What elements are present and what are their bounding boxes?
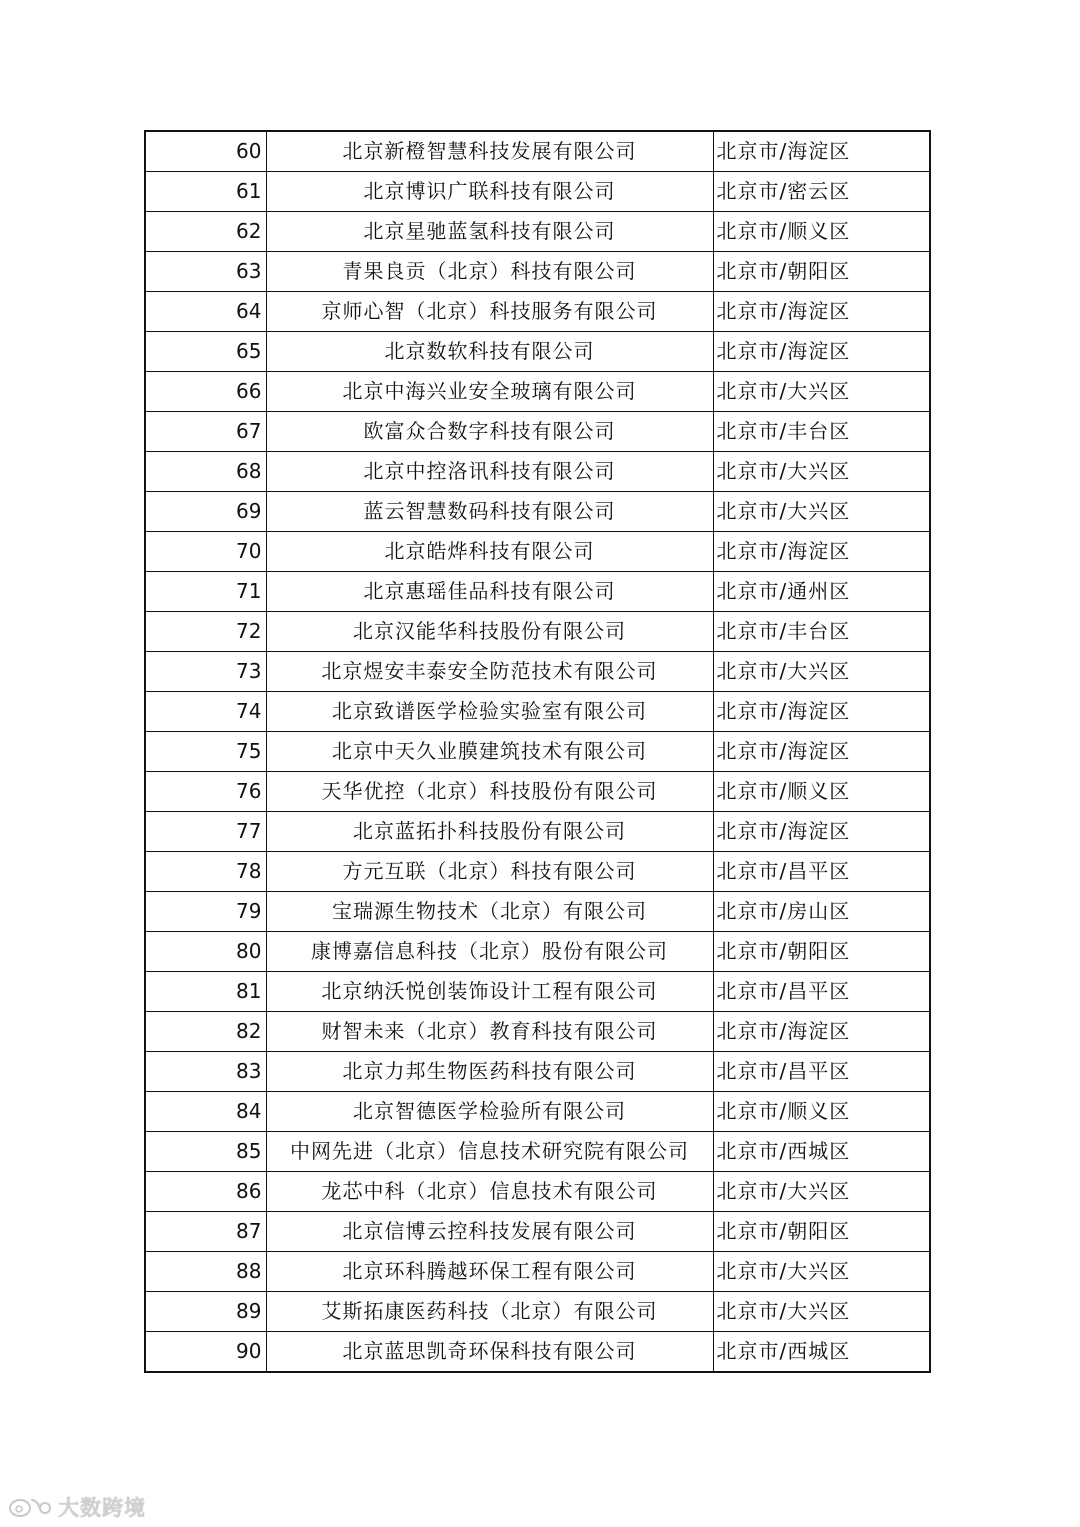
company-name-cell: 北京惠瑶佳品科技有限公司 [266, 572, 713, 612]
region-cell: 北京市/大兴区 [713, 1292, 930, 1332]
region-cell: 北京市/房山区 [713, 892, 930, 932]
company-name-cell: 北京环科腾越环保工程有限公司 [266, 1252, 713, 1292]
table-row [145, 932, 930, 972]
table-row [145, 572, 930, 612]
watermark-text: 大数跨境 [58, 1496, 146, 1520]
row-number-cell: 70 [145, 532, 266, 572]
company-name-cell: 中网先进（北京）信息技术研究院有限公司 [266, 1132, 713, 1172]
row-number-cell: 79 [145, 892, 266, 932]
row-number-cell: 66 [145, 372, 266, 412]
table-row [145, 1292, 930, 1332]
table-row [145, 812, 930, 852]
company-name-cell: 财智未来（北京）教育科技有限公司 [266, 1012, 713, 1052]
company-name-cell: 青果良贡（北京）科技有限公司 [266, 252, 713, 292]
region-cell: 北京市/海淀区 [713, 1012, 930, 1052]
table-row [145, 212, 930, 252]
company-name-cell: 北京力邦生物医药科技有限公司 [266, 1052, 713, 1092]
table-body [145, 131, 930, 1372]
row-number-cell: 71 [145, 572, 266, 612]
row-number-cell: 65 [145, 332, 266, 372]
watermark [8, 1492, 146, 1522]
region-cell: 北京市/朝阳区 [713, 1212, 930, 1252]
company-name-cell: 京师心智（北京）科技服务有限公司 [266, 292, 713, 332]
region-cell: 北京市/大兴区 [713, 492, 930, 532]
row-number-cell: 60 [145, 131, 266, 172]
table-row [145, 172, 930, 212]
region-cell: 北京市/昌平区 [713, 972, 930, 1012]
company-name-cell: 北京蓝思凯奇环保科技有限公司 [266, 1332, 713, 1373]
region-cell: 北京市/海淀区 [713, 732, 930, 772]
table-row [145, 372, 930, 412]
region-cell: 北京市/顺义区 [713, 212, 930, 252]
region-cell: 北京市/海淀区 [713, 292, 930, 332]
company-name-cell: 北京新橙智慧科技发展有限公司 [266, 131, 713, 172]
table-row [145, 252, 930, 292]
company-name-cell: 北京数软科技有限公司 [266, 332, 713, 372]
company-name-cell: 北京星驰蓝氢科技有限公司 [266, 212, 713, 252]
company-name-cell: 北京汉能华科技股份有限公司 [266, 612, 713, 652]
company-name-cell: 蓝云智慧数码科技有限公司 [266, 492, 713, 532]
table-row [145, 1092, 930, 1132]
table-row [145, 852, 930, 892]
region-cell: 北京市/顺义区 [713, 1092, 930, 1132]
company-list-table [144, 130, 931, 1373]
region-cell: 北京市/大兴区 [713, 372, 930, 412]
region-cell: 北京市/顺义区 [713, 772, 930, 812]
weibo-logo-icon [8, 1496, 52, 1518]
table-row [145, 332, 930, 372]
table-row [145, 612, 930, 652]
region-cell: 北京市/朝阳区 [713, 932, 930, 972]
region-cell: 北京市/大兴区 [713, 452, 930, 492]
region-cell: 北京市/丰台区 [713, 612, 930, 652]
row-number-cell: 67 [145, 412, 266, 452]
row-number-cell: 85 [145, 1132, 266, 1172]
row-number-cell: 84 [145, 1092, 266, 1132]
company-name-cell: 北京皓烨科技有限公司 [266, 532, 713, 572]
company-name-cell: 北京博识广联科技有限公司 [266, 172, 713, 212]
row-number-cell: 88 [145, 1252, 266, 1292]
table-row [145, 532, 930, 572]
row-number-cell: 87 [145, 1212, 266, 1252]
region-cell: 北京市/西城区 [713, 1332, 930, 1373]
region-cell: 北京市/西城区 [713, 1132, 930, 1172]
table-row [145, 1012, 930, 1052]
company-name-cell: 北京煜安丰泰安全防范技术有限公司 [266, 652, 713, 692]
region-cell: 北京市/海淀区 [713, 332, 930, 372]
region-cell: 北京市/朝阳区 [713, 252, 930, 292]
row-number-cell: 64 [145, 292, 266, 332]
region-cell: 北京市/海淀区 [713, 532, 930, 572]
company-name-cell: 北京中天久业膜建筑技术有限公司 [266, 732, 713, 772]
row-number-cell: 78 [145, 852, 266, 892]
company-name-cell: 北京中控洛讯科技有限公司 [266, 452, 713, 492]
row-number-cell: 62 [145, 212, 266, 252]
row-number-cell: 72 [145, 612, 266, 652]
row-number-cell: 83 [145, 1052, 266, 1092]
row-number-cell: 77 [145, 812, 266, 852]
company-name-cell: 康博嘉信息科技（北京）股份有限公司 [266, 932, 713, 972]
region-cell: 北京市/通州区 [713, 572, 930, 612]
row-number-cell: 69 [145, 492, 266, 532]
company-name-cell: 北京蓝拓扑科技股份有限公司 [266, 812, 713, 852]
company-name-cell: 北京纳沃悦创装饰设计工程有限公司 [266, 972, 713, 1012]
company-name-cell: 艾斯拓康医药科技（北京）有限公司 [266, 1292, 713, 1332]
row-number-cell: 86 [145, 1172, 266, 1212]
company-name-cell: 欧富众合数字科技有限公司 [266, 412, 713, 452]
row-number-cell: 61 [145, 172, 266, 212]
region-cell: 北京市/海淀区 [713, 692, 930, 732]
company-name-cell: 北京致谱医学检验实验室有限公司 [266, 692, 713, 732]
company-name-cell: 北京信博云控科技发展有限公司 [266, 1212, 713, 1252]
table-row [145, 412, 930, 452]
company-name-cell: 天华优控（北京）科技股份有限公司 [266, 772, 713, 812]
row-number-cell: 63 [145, 252, 266, 292]
company-name-cell: 龙芯中科（北京）信息技术有限公司 [266, 1172, 713, 1212]
company-name-cell: 北京智德医学检验所有限公司 [266, 1092, 713, 1132]
table-row [145, 492, 930, 532]
table-row [145, 1052, 930, 1092]
region-cell: 北京市/大兴区 [713, 1252, 930, 1292]
region-cell: 北京市/大兴区 [713, 652, 930, 692]
region-cell: 北京市/丰台区 [713, 412, 930, 452]
table-row [145, 732, 930, 772]
row-number-cell: 89 [145, 1292, 266, 1332]
table-row [145, 892, 930, 932]
table-row [145, 1252, 930, 1292]
table-row [145, 1332, 930, 1373]
region-cell: 北京市/大兴区 [713, 1172, 930, 1212]
row-number-cell: 74 [145, 692, 266, 732]
region-cell: 北京市/昌平区 [713, 1052, 930, 1092]
region-cell: 北京市/昌平区 [713, 852, 930, 892]
company-name-cell: 方元互联（北京）科技有限公司 [266, 852, 713, 892]
row-number-cell: 82 [145, 1012, 266, 1052]
table-row [145, 692, 930, 732]
row-number-cell: 73 [145, 652, 266, 692]
table-row [145, 1212, 930, 1252]
row-number-cell: 76 [145, 772, 266, 812]
row-number-cell: 90 [145, 1332, 266, 1373]
table-row [145, 652, 930, 692]
table-row [145, 772, 930, 812]
table-row [145, 131, 930, 172]
region-cell: 北京市/海淀区 [713, 812, 930, 852]
row-number-cell: 81 [145, 972, 266, 1012]
table-row [145, 452, 930, 492]
table-row [145, 292, 930, 332]
row-number-cell: 80 [145, 932, 266, 972]
region-cell: 北京市/密云区 [713, 172, 930, 212]
company-name-cell: 北京中海兴业安全玻璃有限公司 [266, 372, 713, 412]
region-cell: 北京市/海淀区 [713, 131, 930, 172]
table-row [145, 1132, 930, 1172]
table-row [145, 1172, 930, 1212]
row-number-cell: 75 [145, 732, 266, 772]
row-number-cell: 68 [145, 452, 266, 492]
company-name-cell: 宝瑞源生物技术（北京）有限公司 [266, 892, 713, 932]
table-row [145, 972, 930, 1012]
